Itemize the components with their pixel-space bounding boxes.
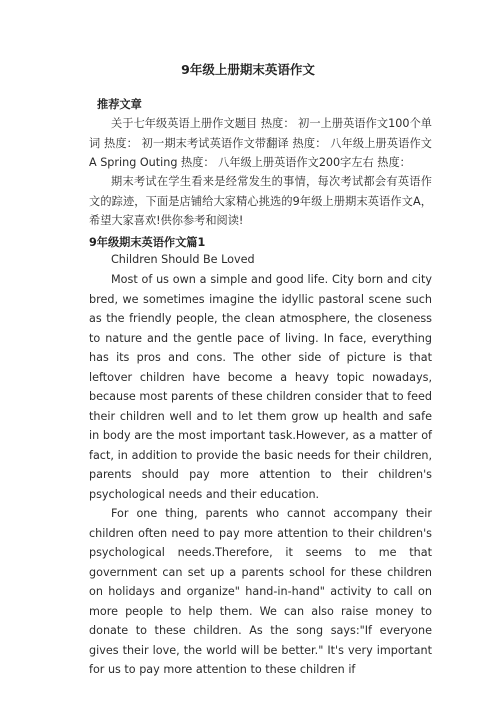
- essay-title: Children Should Be Loved: [111, 253, 255, 266]
- intro-paragraph: 期末考试在学生看来是经常发生的事情，每次考试都会有英语作文的踪迹，下面是店铺给大家精心挑选的9年级上册期末英语作文A，希望大家喜欢!供你参考和阅读!: [89, 175, 432, 227]
- document-title: 9年级上册期末英语作文: [181, 62, 315, 77]
- recommended-articles-text: 关于七年级英语上册作文题目 热度： 初一上册英语作文100个单词 热度： 初一期末考试英语作文带翻译 热度： 八年级上册英语作文A Spring Outing 热度： 八年级上册英语作文200字左右 热度：: [89, 117, 432, 169]
- essay-paragraph-2: For one thing, parents who cannot accompany their children often need to pay more attention to their children's psychological needs.Therefore, it seems to me that government can set up a parents school for these children on holidays and organize" hand-in-hand" activity to call on more people to help them. We can also raise money to donate to these children. As the song says:"If everyone gives their love, the world will be better." It's very important for us to pay more attention to these children if: [89, 507, 432, 676]
- section-heading: 9年级期末英语作文篇1: [89, 236, 206, 249]
- recommended-heading: 推荐文章: [97, 98, 142, 111]
- essay-paragraph-1: Most of us own a simple and good life. City born and city bred, we sometimes imagine the idyllic pastoral scene such as the friendly people, the clean atmosphere, the closeness to nature and the gentle pace of living. In face, everything has its pros and cons. The other side of picture is that leftover children have become a heavy topic nowadays, because most parents of these children consider that to feed their children well and to let them grow up health and safe in body are the most important task.However, as a matter of fact, in addition to provide the basic needs for their children, parents should pay more attention to their children's psychological needs and their education.: [89, 273, 432, 501]
